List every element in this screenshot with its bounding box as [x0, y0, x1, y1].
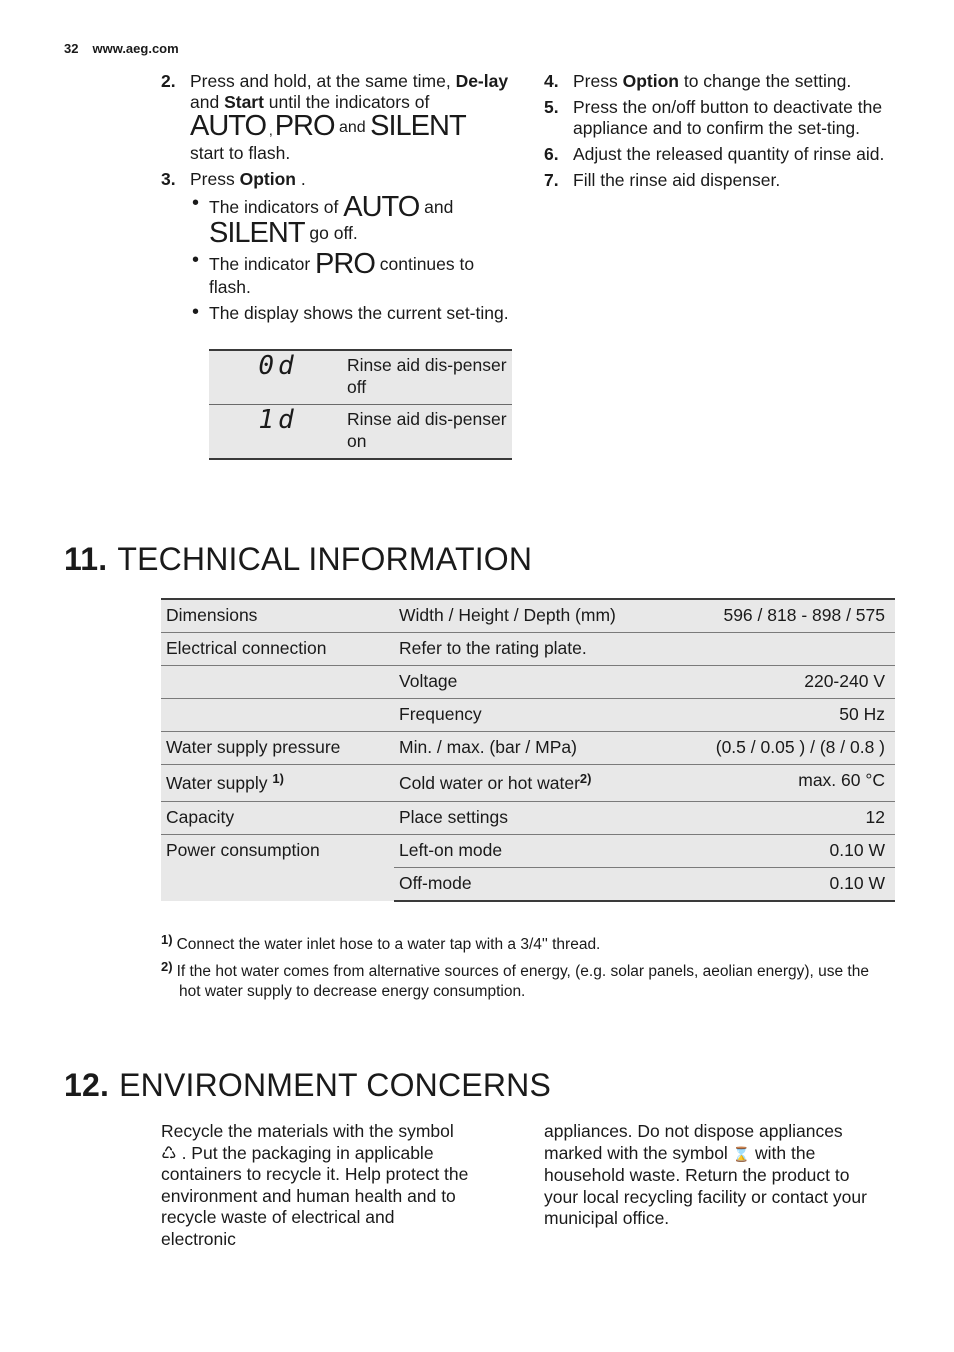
spec-description: Off-mode — [394, 868, 679, 902]
step-3: 3. Press Option . • The indicators of AUTO and SILENT go off. • The indicator PRO continues to flash. • The display shows the current set-ting. — [161, 169, 513, 324]
section-12-heading: 12. ENVIRONMENT CONCERNS — [64, 1067, 551, 1103]
spec-label: Power consumption — [161, 835, 394, 902]
step-7: 7. Fill the rinse aid dispenser. — [544, 170, 781, 190]
page-header — [64, 38, 179, 59]
table-row — [209, 350, 512, 405]
page-number: 32 — [64, 41, 79, 56]
spec-description: Left-on mode — [394, 835, 679, 868]
pro-indicator-icon: PRO — [274, 110, 335, 142]
table-row — [161, 599, 895, 633]
spec-description: Min. / max. (bar / MPa) — [394, 732, 679, 765]
left-column — [161, 71, 513, 329]
spec-value: 596 / 818 - 898 / 575 — [679, 599, 895, 633]
table-row — [161, 802, 895, 835]
step-2: 2. Press and hold, at the same time, De-lay and Start until the indicators of AUTO , PRO and SILENT start to flash. — [161, 71, 509, 163]
spec-label-empty — [161, 666, 394, 699]
auto-indicator-icon: AUTO — [190, 110, 267, 142]
right-column — [544, 71, 894, 196]
spec-label: Dimensions — [161, 599, 394, 633]
bullet-pro-flash: • The indicator PRO continues to flash. — [190, 251, 513, 298]
spec-label: Water supply pressure — [161, 732, 394, 765]
table-row — [209, 405, 512, 460]
spec-label: Electrical connection — [161, 633, 394, 666]
spec-label: Capacity — [161, 802, 394, 835]
spec-value: 12 — [679, 802, 895, 835]
table-row — [161, 835, 895, 868]
steps-list-right — [544, 71, 894, 191]
display-code-description: Rinse aid dis-penser on — [347, 405, 512, 460]
silent-indicator-icon: SILENT — [209, 217, 305, 249]
spec-value: 50 Hz — [679, 699, 895, 732]
table-row — [161, 699, 895, 732]
pro-indicator-icon: PRO — [315, 248, 375, 280]
steps-list-left — [161, 71, 513, 324]
spec-value: max. 60 °C — [679, 765, 895, 802]
rinse-aid-table — [209, 349, 512, 460]
table-row — [161, 732, 895, 765]
display-code: 0d — [209, 350, 347, 405]
table-row — [161, 633, 895, 666]
step-4: 4. Press Option to change the setting. — [544, 71, 852, 91]
table-row — [161, 666, 895, 699]
bullet-indicators-off: • The indicators of AUTO and SILENT go off. — [190, 194, 513, 246]
auto-indicator-icon: AUTO — [343, 191, 420, 223]
display-code-description: Rinse aid dis-penser off — [347, 350, 512, 405]
technical-info-table — [161, 598, 895, 902]
footnote-2: $^{2)}$ If the hot water comes from alternative sources of energy, (e.g. solar panels, aeolian energy), use the hot water supply to decrease energy consumption. — [161, 959, 869, 1000]
spec-description: Voltage — [394, 666, 679, 699]
spec-description: Frequency — [394, 699, 679, 732]
display-code: 1d — [209, 405, 347, 460]
recycle-icon: ♺ — [161, 1142, 177, 1163]
spec-description: Cold water or hot water$^{2)}$ — [394, 765, 679, 802]
spec-label: Water supply $^{1)}$ — [161, 765, 394, 802]
section-11-heading: 11. TECHNICAL INFORMATION — [64, 541, 533, 577]
spec-value: (0.5 / 0.05 ) / (8 / 0.8 ) — [679, 732, 895, 765]
environment-paragraph-right: appliances. Do not dispose appliances marked with the symbol ⌛ with the household waste. Return the product to your local recycling facility or contact your municipal office. — [544, 1121, 867, 1228]
step-3-bullets — [190, 191, 513, 324]
step-5: 5. Press the on/off button to deactivate the appliance and to confirm the set-ting. — [544, 97, 883, 138]
spec-label-empty — [161, 699, 394, 732]
crossed-bin-icon: ⌛ — [732, 1145, 751, 1162]
spec-description: Refer to the rating plate. — [394, 633, 895, 666]
bullet-display-setting: • The display shows the current set-ting. — [190, 303, 513, 324]
silent-indicator-icon: SILENT — [370, 110, 466, 142]
environment-paragraph-left: Recycle the materials with the symbol ♺ . Put the packaging in applicable containers to recycle it. Help protect the environment and human health and to recycle waste of electrical and electronic — [161, 1121, 469, 1249]
footnote-ref: 2) — [579, 771, 592, 786]
spec-description: Place settings — [394, 802, 679, 835]
step-6: 6. Adjust the released quantity of rinse aid. — [544, 144, 885, 164]
footnote-1: $^{1)}$ Connect the water inlet hose to a water tap with a 3/4'' thread. — [161, 932, 601, 953]
spec-value: 0.10 W — [679, 835, 895, 868]
website-url: www.aeg.com — [92, 41, 179, 56]
table-row — [161, 765, 895, 802]
spec-value: 220-240 V — [679, 666, 895, 699]
spec-description: Width / Height / Depth (mm) — [394, 599, 679, 633]
spec-value: 0.10 W — [679, 868, 895, 902]
footnote-ref: 1) — [272, 771, 284, 786]
